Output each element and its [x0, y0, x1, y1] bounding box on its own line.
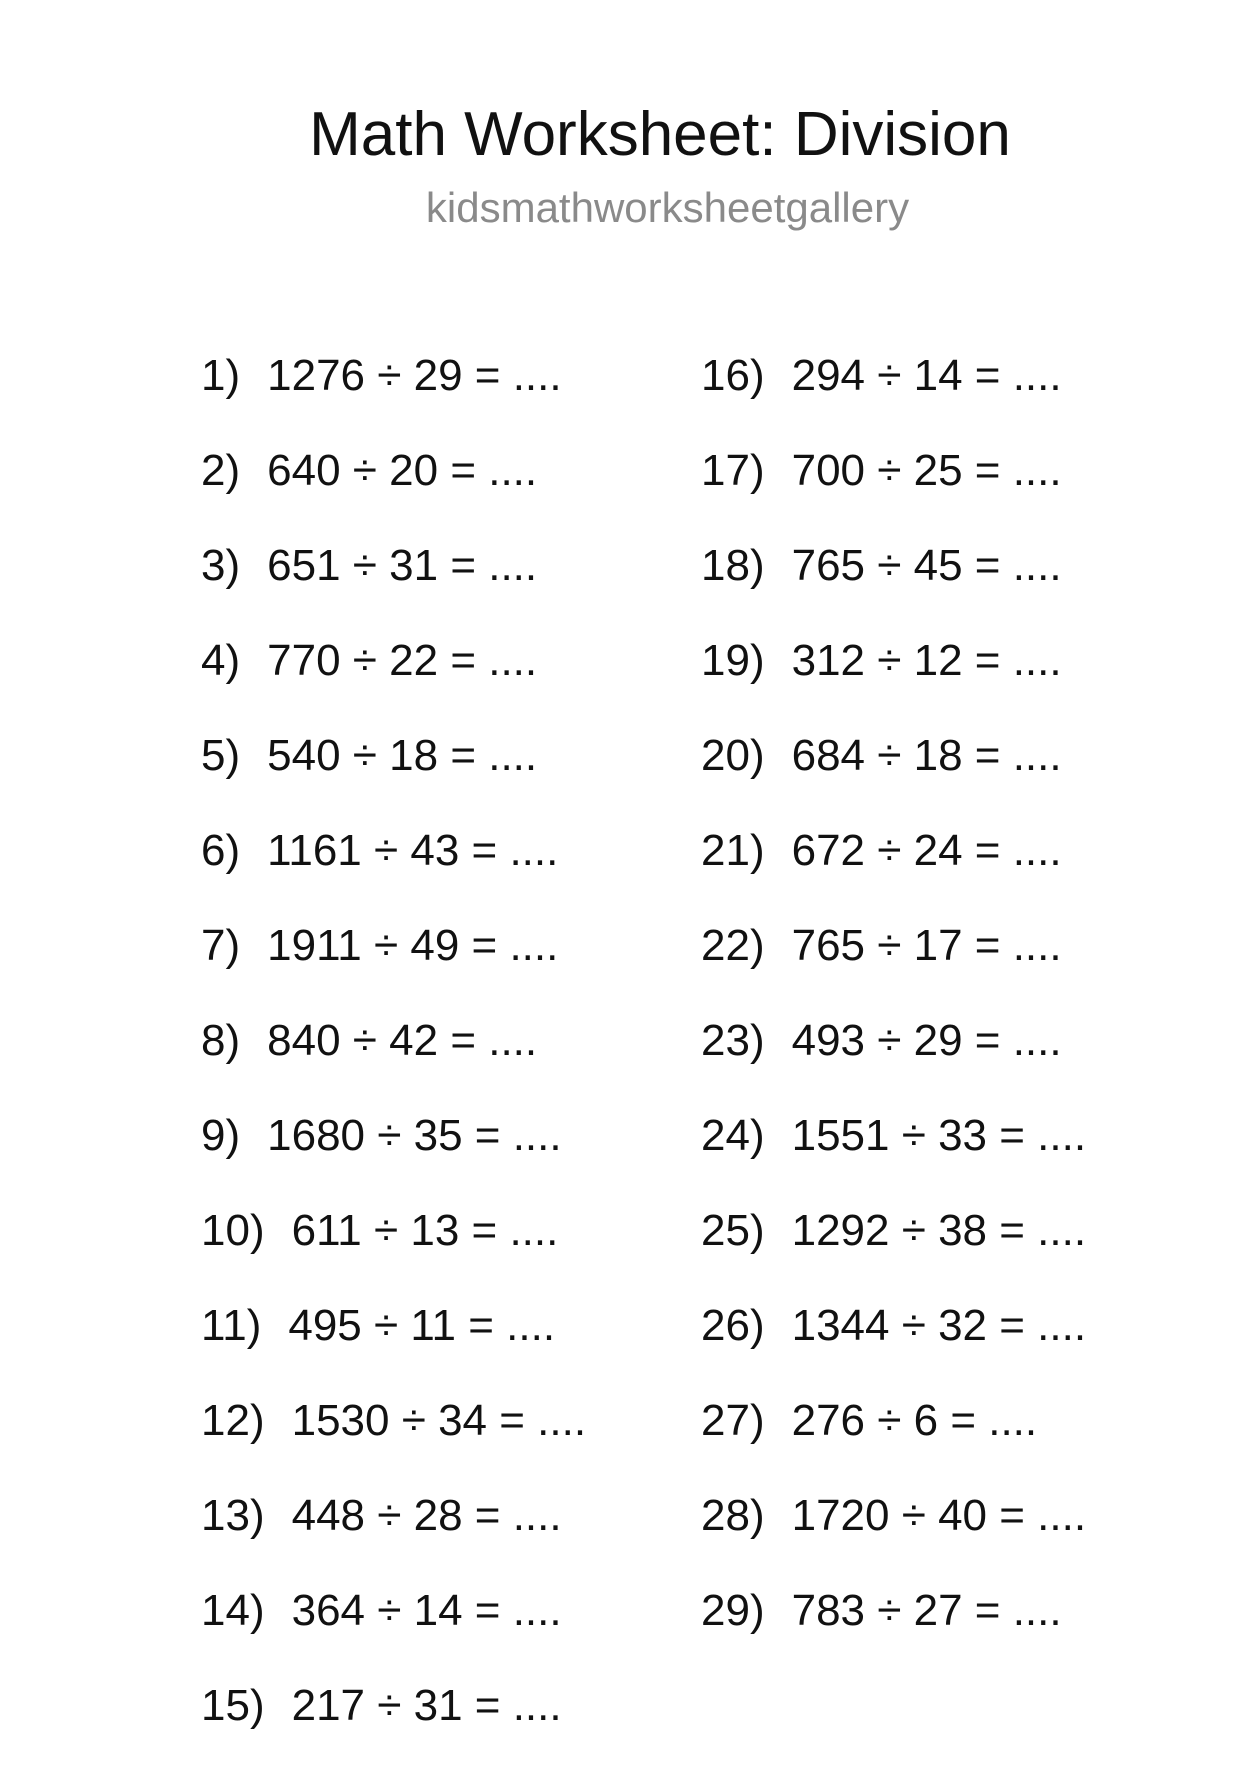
problem-number: 5 ): [201, 726, 240, 786]
problem-item: [701, 1391, 1086, 1486]
problem-number: 21 ): [701, 821, 765, 881]
problem-item: [701, 1201, 1086, 1296]
problem-number: 28 ): [701, 1486, 765, 1546]
problem-expression: 448 ÷ 28 = ....: [291, 1491, 562, 1540]
problem-number: 26 ): [701, 1296, 765, 1356]
problem-item: [201, 441, 586, 536]
problem-expression: 217 ÷ 31 = ....: [291, 1681, 562, 1730]
problem-expression: 1344 ÷ 32 = ....: [791, 1301, 1087, 1350]
problem-number: 19 ): [701, 631, 765, 691]
problem-item: [701, 1581, 1086, 1676]
problem-expression: 1530 ÷ 34 = ....: [291, 1396, 587, 1445]
problem-item: [701, 726, 1086, 821]
problem-item: [701, 916, 1086, 1011]
problem-number: 23 ): [701, 1011, 765, 1071]
problem-number: 25 ): [701, 1201, 765, 1261]
problem-item: [701, 1296, 1086, 1391]
problem-item: [701, 536, 1086, 631]
problem-number: 17 ): [701, 441, 765, 501]
problem-number: 16 ): [701, 346, 765, 406]
problem-number: 15 ): [201, 1676, 265, 1736]
problem-expression: 651 ÷ 31 = ....: [267, 541, 538, 590]
worksheet-title: Math Worksheet: Division: [309, 100, 1011, 169]
problem-expression: 1551 ÷ 33 = ....: [791, 1111, 1087, 1160]
problem-number: 4 ): [201, 631, 240, 691]
problem-expression: 276 ÷ 6 = ....: [791, 1396, 1038, 1445]
problem-item: [201, 1391, 586, 1486]
problem-expression: 684 ÷ 18 = ....: [791, 731, 1062, 780]
problem-expression: 765 ÷ 17 = ....: [791, 921, 1062, 970]
problem-item: [201, 1486, 586, 1581]
problem-number: 6 ): [201, 821, 240, 881]
problem-number: 24 ): [701, 1106, 765, 1166]
problem-expression: 493 ÷ 29 = ....: [791, 1016, 1062, 1065]
problem-expression: 783 ÷ 27 = ....: [791, 1586, 1062, 1635]
problem-item: [201, 1106, 586, 1201]
problem-expression: 1276 ÷ 29 = ....: [267, 351, 562, 400]
problem-number: 1 ): [201, 346, 240, 406]
problem-expression: 1911 ÷ 49 = ....: [267, 921, 559, 970]
problem-expression: 611 ÷ 13 = ....: [291, 1206, 559, 1255]
problem-number: 9 ): [201, 1106, 240, 1166]
problem-item: [701, 821, 1086, 916]
problem-item: [201, 821, 586, 916]
problem-number: 2 ): [201, 441, 240, 501]
problem-expression: 364 ÷ 14 = ....: [291, 1586, 562, 1635]
problem-number: 29 ): [701, 1581, 765, 1641]
problem-expression: 765 ÷ 45 = ....: [791, 541, 1062, 590]
problem-expression: 700 ÷ 25 = ....: [791, 446, 1062, 495]
problem-number: 10 ): [201, 1201, 265, 1261]
problem-item: [201, 1296, 586, 1391]
problem-item: [201, 1581, 586, 1676]
problem-item: [201, 536, 586, 631]
problem-column-left: [201, 346, 586, 1771]
problem-number: 27 ): [701, 1391, 765, 1451]
problem-item: [201, 631, 586, 726]
problem-item: [201, 1201, 586, 1296]
problem-item: [701, 631, 1086, 726]
problem-item: [201, 1676, 586, 1771]
problem-item: [701, 346, 1086, 441]
problem-number: 13 ): [201, 1486, 265, 1546]
problem-expression: 840 ÷ 42 = ....: [267, 1016, 538, 1065]
problem-expression: 640 ÷ 20 = ....: [267, 446, 538, 495]
problem-expression: 1292 ÷ 38 = ....: [791, 1206, 1087, 1255]
problem-item: [201, 726, 586, 821]
problem-item: [201, 346, 586, 441]
problem-number: 7 ): [201, 916, 240, 976]
problem-number: 3 ): [201, 536, 240, 596]
problem-item: [201, 916, 586, 1011]
problem-expression: 495 ÷ 11 = ....: [288, 1301, 556, 1350]
problem-item: [201, 1011, 586, 1106]
problem-number: 18 ): [701, 536, 765, 596]
problem-number: 20 ): [701, 726, 765, 786]
problem-item: [701, 1106, 1086, 1201]
problem-number: 11 ): [201, 1296, 261, 1356]
problem-expression: 770 ÷ 22 = ....: [267, 636, 538, 685]
problem-number: 22 ): [701, 916, 765, 976]
problem-column-right: [701, 346, 1086, 1676]
problem-number: 14 ): [201, 1581, 265, 1641]
problem-item: [701, 1486, 1086, 1581]
problem-expression: 1720 ÷ 40 = ....: [791, 1491, 1087, 1540]
problem-expression: 294 ÷ 14 = ....: [791, 351, 1062, 400]
problem-expression: 312 ÷ 12 = ....: [791, 636, 1062, 685]
problem-item: [701, 1011, 1086, 1106]
problem-expression: 540 ÷ 18 = ....: [267, 731, 538, 780]
problem-number: 12 ): [201, 1391, 265, 1451]
problem-number: 8 ): [201, 1011, 240, 1071]
worksheet-subtitle: kidsmathworksheetgallery: [425, 184, 910, 231]
problem-expression: 1680 ÷ 35 = ....: [267, 1111, 562, 1160]
problem-expression: 672 ÷ 24 = ....: [791, 826, 1062, 875]
problem-item: [701, 441, 1086, 536]
problem-expression: 1161 ÷ 43 = ....: [267, 826, 559, 875]
